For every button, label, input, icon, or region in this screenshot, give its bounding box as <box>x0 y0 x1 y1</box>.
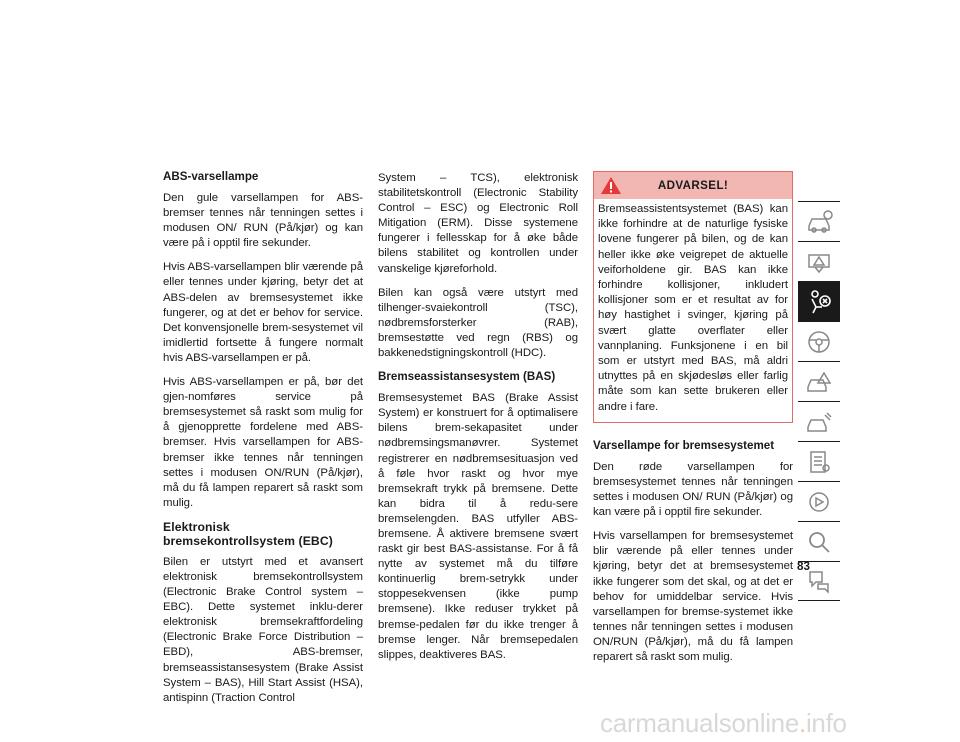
tab-multimedia[interactable] <box>798 481 840 521</box>
ebc-paragraph-1: Bilen er utstyrt med et avansert elektronisk bremsekontrollsystem (Electronic Brake Control system – EBC). Dette systemet inklu-derer elektronisk bremsekraftfordeling (Electronic Brake Force Distribution – EBD), ABS-bremser, bremseassistansesystem (Brake Assist System – BAS), Hill Start Assist (HSA), antispinn (Traction Control <box>163 555 363 704</box>
car-service-icon <box>804 407 834 437</box>
abs-paragraph-3: Hvis ABS-varsellampen er på, bør det gjen-nomføres service på bremsesystemet så raskt som mulig for å gjenopprette fordelene med ABS-bremser. Hvis varsellampen for ABS-bremser ikke tennes når tenningen settes i modusen ON/RUN (På/kjør), må du få lampen reparert så raskt som mulig. <box>163 376 363 509</box>
car-emergency-icon <box>804 367 834 397</box>
ebc-paragraph-2: System – TCS), elektronisk stabilitetskontroll (Electronic Stability Control – ESC) og Electronic Roll Mitigation (ERM). Disse systemene fungerer i fellesskap for å øke både bilens stabilitet og kontrollen under vanskelige kjøreforhold. <box>378 172 578 275</box>
warning-box <box>593 171 793 423</box>
bas-paragraph: Bremsesystemet BAS (Brake Assist System) er konstruert for å optimalisere bilens brem-sekapasitet under nødbremsingsmanøvrer. Systemet registrerer en nødbremsesituasjon ved å føle hvor raskt og hvor mye bremsekraft trykk på bremsene. Dette kan bidra til å redu-sere bremselengden. BAS utfyller ABS-bremsene. Å aktivere bremsene svært raskt gir best BAS-assistanse. For å få nytte av systemet må du tilføre kontinuerlig brem-setrykk under stoppesekvensen (ikke pump bremsene). Ikke reduser trykket på bremse-pedalen før du ikke trenger å bremse lenger. Når bremsepedalen slippes, deaktiveres BAS. <box>378 392 578 661</box>
column-middle <box>378 171 578 672</box>
abs-heading: ABS-varsellampe <box>163 170 259 183</box>
chapter-tabs <box>798 201 840 601</box>
watermark-dot: . <box>799 708 806 738</box>
watermark-suffix: info <box>805 708 847 738</box>
tab-search-index[interactable] <box>798 521 840 561</box>
watermark <box>600 708 847 739</box>
column-left <box>163 170 363 715</box>
tab-dashboard-warning[interactable] <box>798 241 840 281</box>
abs-paragraph-2: Hvis ABS-varsellampen blir værende på eller tennes under kjøring, betyr det at ABS-delen av bremsesystemet ikke fungerer, og at det er behov for service. Det konvensjonelle brem-sesystemet vil imidlertid fortsette å fungere normalt hvis ABS-varsellampen er på. <box>163 261 363 364</box>
airbag-safety-icon <box>804 287 834 317</box>
warning-triangle-icon <box>600 176 622 195</box>
tab-airbag-safety[interactable] <box>798 281 840 321</box>
ebc-heading: Elektronisk bremsekontrollsystem (EBC) <box>163 519 333 548</box>
brake-paragraph-1: Den røde varsellampen for bremsesystemet tennes når tenningen settes i modusen ON/ RUN (På/kjør) og kan være på i opptil fire sekunder. <box>593 460 793 519</box>
search-index-icon <box>804 527 834 557</box>
car-info-icon <box>804 207 834 237</box>
warning-text: Bremseassistentsystemet (BAS) kan ikke forhindre at de naturlige fysiske lovene fungerer på bilen, og de kan heller ikke øke veigrepet de aktuelle veiforholdene gir. BAS kan ikke forhindre kollisjoner, inkludert kollisjoner som er et resultat av for høy hastighet i svinger, kjøring på svært glatte overflater eller vannplaning. Funksjonene i en bil som er utstyrt med BAS, må aldri utnyttes på en skjødesløs eller farlig måte som kan sette brukeren eller andre i fare. <box>598 203 788 413</box>
maintenance-list-icon <box>804 447 834 477</box>
page-number: 83 <box>797 560 810 573</box>
tab-maintenance-list[interactable] <box>798 441 840 481</box>
brake-warning-heading: Varsellampe for bremsesystemet <box>593 438 775 452</box>
steering-wheel-icon <box>804 327 834 357</box>
tab-car-info[interactable] <box>798 201 840 241</box>
warning-title: ADVARSEL! <box>657 179 729 192</box>
ebc-paragraph-3: Bilen kan også være utstyrt med tilhenger-svaiekontroll (TSC), nødbremsforsterker (RAB), bremsestøtte ved regn (RBS) og bakkenedstigningskontroll (HDC). <box>378 286 578 360</box>
tab-steering-wheel[interactable] <box>798 321 840 361</box>
watermark-prefix: carmanualsonline <box>600 708 799 738</box>
dashboard-warning-icon <box>804 247 834 277</box>
brake-paragraph-2: Hvis varsellampen for bremsesystemet blir værende på eller tennes under kjøring, betyr det at bremsesystemet ikke fungerer som det skal, og at det er behov for umiddelbar service. Hvis varsellampen for bremse-systemet ikke tennes når tenningen settes i modusen ON/RUN (På/kjør), må du få lampen reparert så raskt som mulig. <box>593 530 793 663</box>
tab-car-service[interactable] <box>798 401 840 441</box>
bas-heading: Bremseassistansesystem (BAS) <box>378 370 556 384</box>
tab-car-emergency[interactable] <box>798 361 840 401</box>
multimedia-icon <box>804 487 834 517</box>
abs-paragraph-1: Den gule varsellampen for ABS-bremser tennes når tenningen settes i modusen ON/ RUN (På/kjør) og kan være på i opptil fire sekunder. <box>163 192 363 250</box>
warning-header <box>594 172 792 199</box>
column-right <box>593 171 793 674</box>
